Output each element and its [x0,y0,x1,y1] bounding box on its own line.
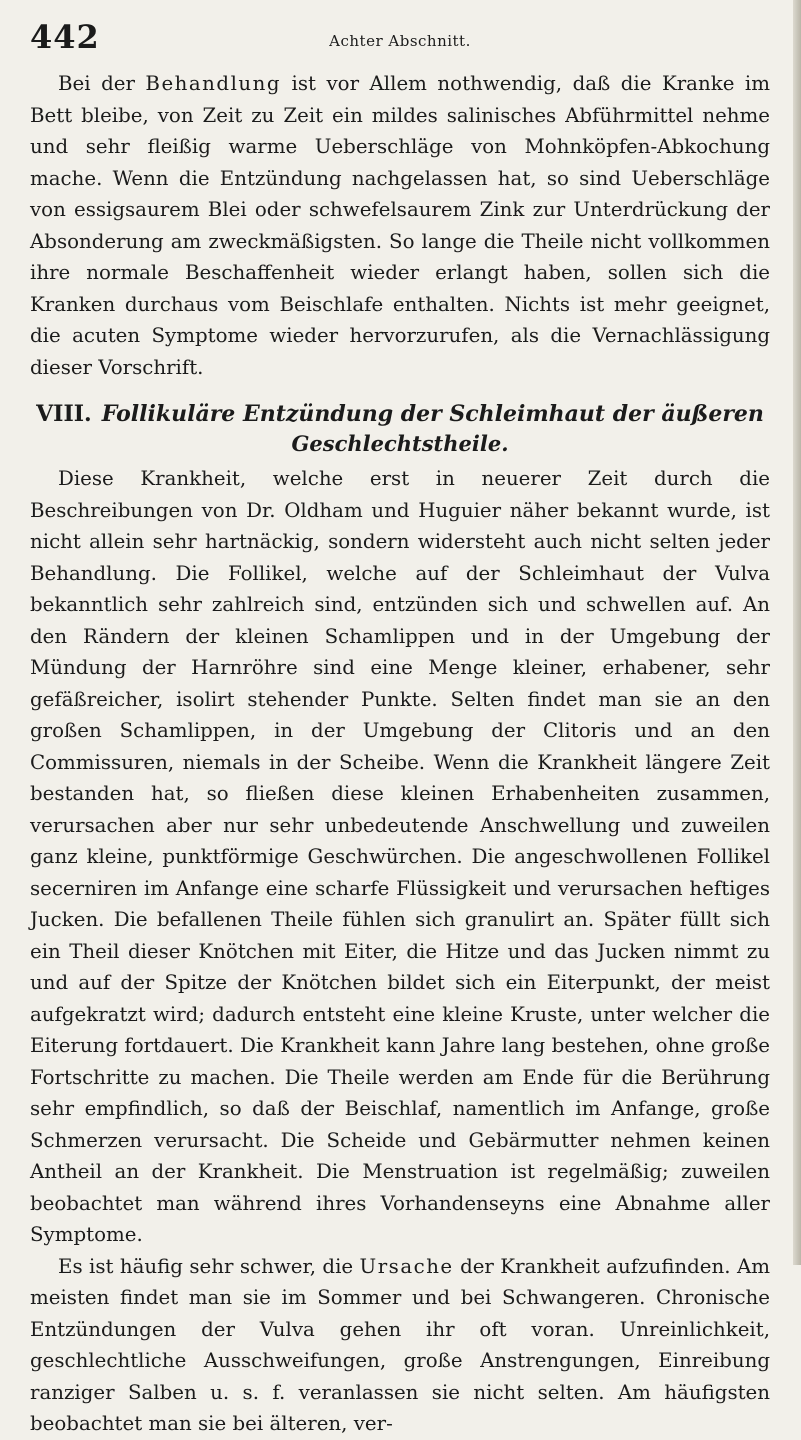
paragraph-causes [30,1251,770,1440]
paragraph-text: ist vor Allem nothwendig, daß die Kranke im Bett bleibe, von Zeit zu Zeit ein mildes salinisches Abführmittel nehme und sehr fleißig warme Ueberschläge von Mohnköpfen-Abkochung mache. Wenn die Entzündung nachgelassen hat, so sind Ueberschläge von essigsaurem Blei oder schwefelsaurem Zink zur Unterdrückung der Absonderung am zweckmäßigsten. So lange die Theile nicht vollkommen ihre normale Beschaffenheit wieder erlangt haben, sollen sich die Kranken durchaus vom Beischlafe enthalten. Nichts ist mehr geeignet, die acuten Symptome wieder hervorzurufen, als die Vernachlässigung dieser Vorschrift. [30,72,770,379]
paragraph-lead: Bei der [58,72,146,95]
emphasized-term: Behandlung [145,72,282,95]
section-heading [30,399,770,459]
paragraph-description: Diese Krankheit, welche erst in neuerer Zeit durch die Beschreibungen von Dr. Oldham und Huguier näher bekannt wurde, ist nicht allein sehr hartnäckig, sondern widersteht auch nicht selten jeder Behandlung. Die Follikel, welche auf der Schleimhaut der Vulva bekanntlich sehr zahlreich sind, entzünden sich und schwellen auf. An den Rändern der kleinen Schamlippen und in der Umgebung der Mündung der Harnröhre sind eine Menge kleiner, erhabener, sehr gefäßreicher, isolirt stehender Punkte. Selten findet man sie an den großen Schamlippen, in der Umgebung der Clitoris und an den Commissuren, niemals in der Scheibe. Wenn die Krankheit längere Zeit bestanden hat, so fließen diese kleinen Erhabenheiten zusammen, verursachen aber nur sehr unbedeutende Anschwellung und zuweilen ganz kleine, punktförmige Geschwürchen. Die angeschwollenen Follikel secerniren im Anfange eine scharfe Flüssigkeit und verursachen heftiges Jucken. Die befallenen Theile fühlen sich granulirt an. Später füllt sich ein Theil dieser Knötchen mit Eiter, die Hitze und das Jucken nimmt zu und auf der Spitze der Knötchen bildet sich ein Eiterpunkt, der meist aufgekratzt wird; dadurch entsteht eine kleine Kruste, unter welcher die Eiterung fortdauert. Die Krankheit kann Jahre lang bestehen, ohne große Fortschritte zu machen. Die Theile werden am Ende für die Berührung sehr empfindlich, so daß der Beischlaf, namentlich im Anfange, große Schmerzen verursacht. Die Scheide und Gebärmutter nehmen keinen Antheil an der Krankheit. Die Menstruation ist regelmäßig; zuweilen beobachtet man während ihres Vorhandenseyns eine Abnahme aller Symptome. [30,467,770,1246]
running-head: Achter Abschnitt. [329,32,471,50]
page-body [30,68,770,1440]
paragraph-text: der Krankheit aufzufinden. Am meisten findet man sie im Sommer und bei Schwangeren. Chronische Entzündungen der Vulva gehen ihr oft voran. Unreinlichkeit, geschlechtliche Ausschweifungen, große Anstrengungen, Einreibung ranziger Salben u. s. f. veranlassen sie nicht selten. Am häufigsten beobachtet man sie bei älteren, ver- [30,1254,770,1435]
page-edge [793,0,801,1265]
page-header [30,12,770,72]
section-title: Follikuläre Entzündung der Schleimhaut der äußeren [101,401,764,427]
section-subtitle: Geschlechtstheile. [291,431,509,456]
paragraph-lead: Es ist häufig sehr schwer, die [58,1254,360,1278]
paragraph-treatment [30,68,770,383]
emphasized-term: Ursache [359,1254,454,1278]
section-number: VIII. [36,401,92,427]
page-number: 442 [30,18,100,56]
